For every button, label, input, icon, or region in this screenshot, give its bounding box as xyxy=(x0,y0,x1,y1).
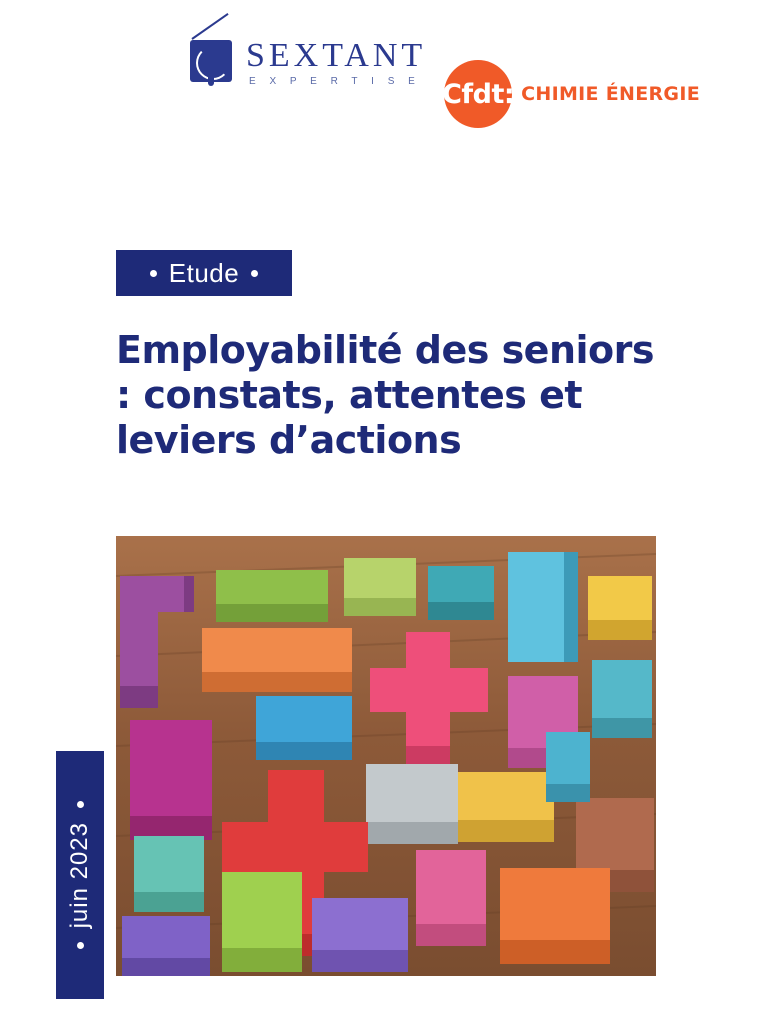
logo-row xyxy=(186,38,700,128)
cfdt-chimie-energie-logo xyxy=(444,60,700,128)
bullet-dot-icon xyxy=(77,801,84,808)
cover-photo xyxy=(116,536,656,976)
sextant-compass-icon xyxy=(186,38,238,88)
document-type-badge xyxy=(116,250,292,296)
cfdt-federation-label: CHIMIE ÉNERGIE xyxy=(521,83,700,105)
bullet-dot-icon xyxy=(150,270,157,277)
page-title: Employabilité des seniors : constats, attentes et leviers d’actions xyxy=(116,328,654,462)
sextant-expertise-logo xyxy=(186,38,426,88)
bullet-dot-icon xyxy=(77,942,84,949)
sextant-tagline: E X P E R T I S E xyxy=(249,76,421,87)
cfdt-mark: Cfdt: xyxy=(444,60,512,128)
bullet-dot-icon xyxy=(251,270,258,277)
sextant-wordmark: SEXTANT xyxy=(246,37,427,74)
publication-date-label: juin 2023 xyxy=(66,821,93,929)
publication-date-bar xyxy=(56,751,104,999)
document-type-label: Etude xyxy=(168,257,240,288)
